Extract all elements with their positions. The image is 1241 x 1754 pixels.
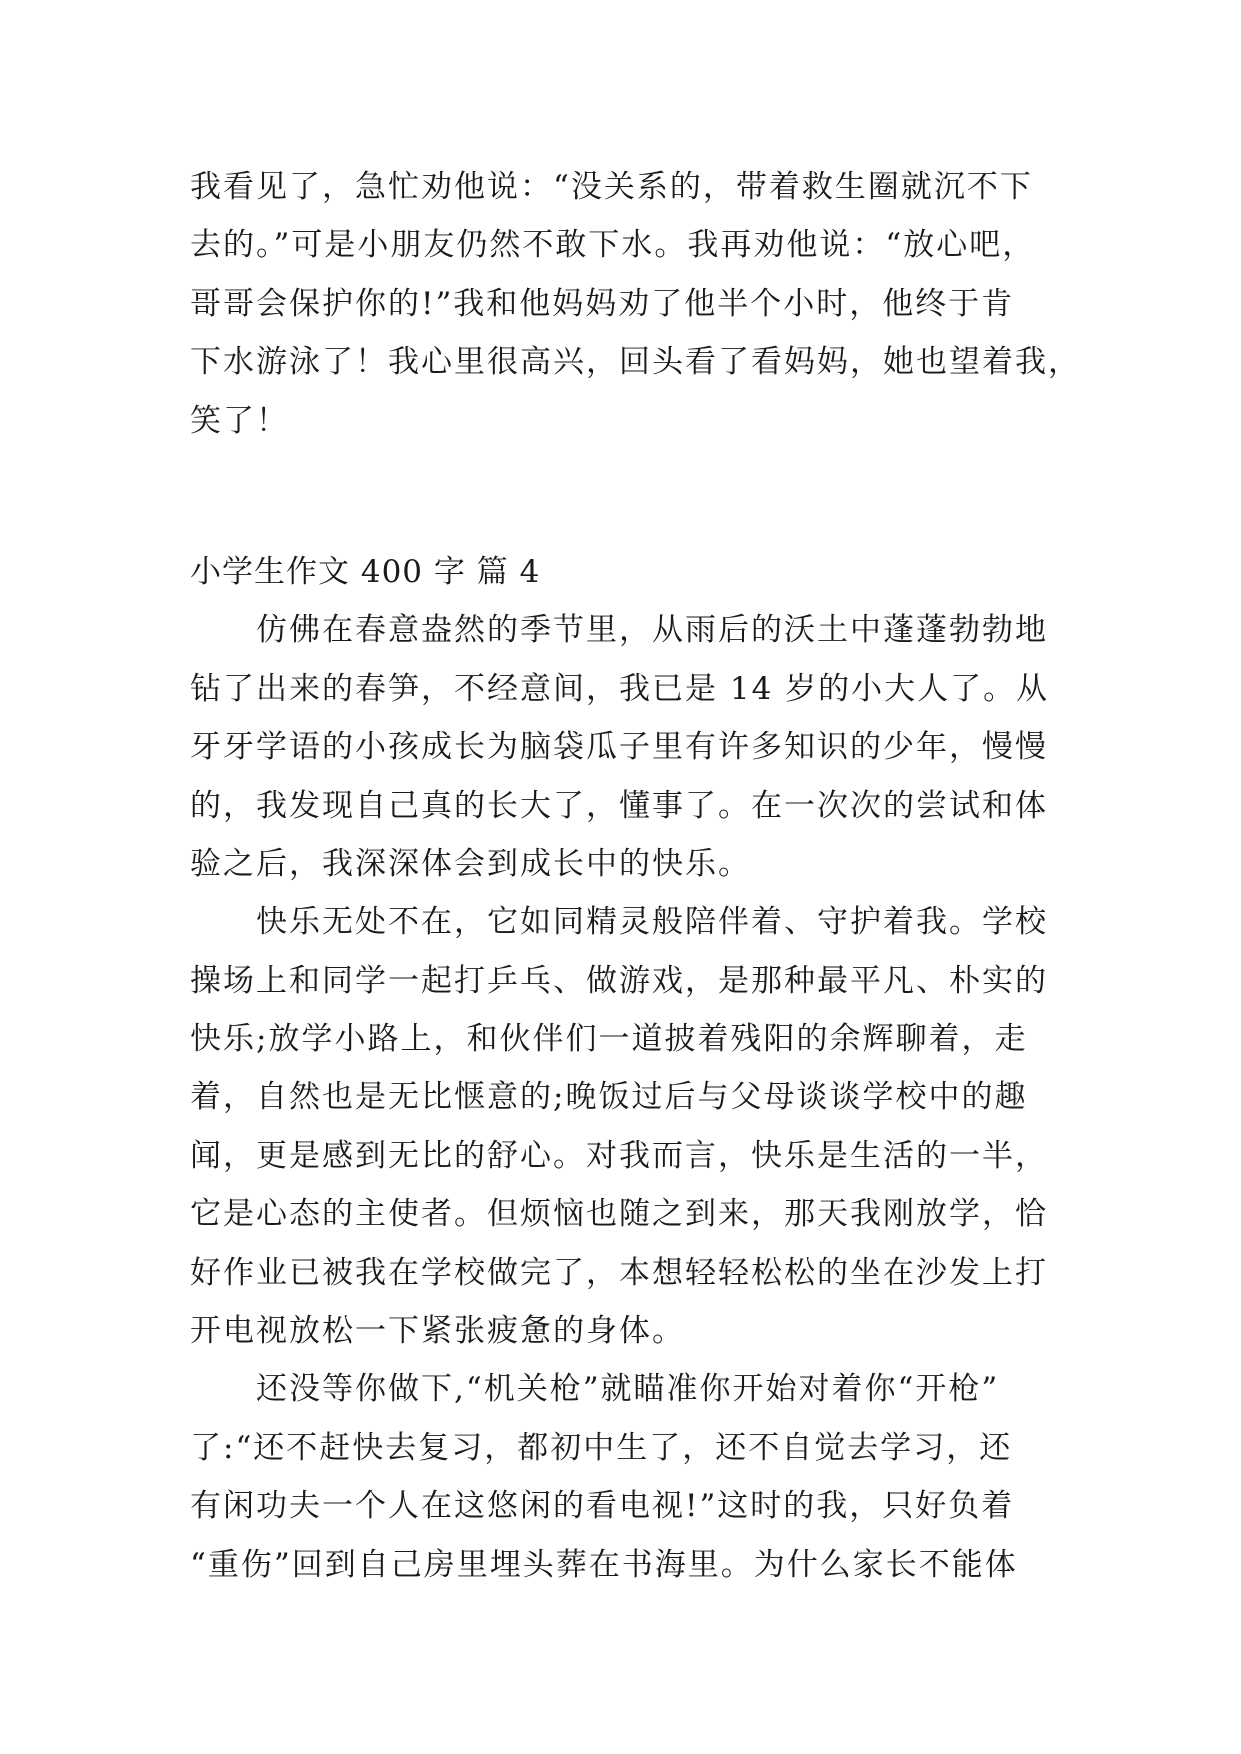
text-line: 快乐;放学小路上，和伙伴们一道披着残阳的余辉聊着，走 [190, 1021, 1028, 1058]
text-line: 了:“还不赶快去复习，都初中生了，还不自觉去学习，还 [190, 1429, 1013, 1466]
text-line: 还没等你做下,“机关枪”就瞄准你开始对着你“开枪” [190, 1371, 1000, 1408]
text-line: 它是心态的主使者。但烦恼也随之到来，那天我刚放学，恰 [190, 1196, 1048, 1233]
text-line: 有闲功夫一个人在这悠闲的看电视!”这时的我，只好负着 [190, 1488, 1015, 1525]
continuation-paragraph [190, 158, 1081, 450]
text-line: 牙牙学语的小孩成长为脑袋瓜子里有许多知识的少年，慢慢 [190, 729, 1048, 766]
text-line: 去的。”可是小朋友仍然不敢下水。我再劝他说：“放心吧， [190, 227, 1036, 264]
section-4-body [190, 601, 1060, 1594]
text-line: 闻，更是感到无比的舒心。对我而言，快乐是生活的一半， [190, 1137, 1048, 1174]
text-line: 我看见了，急忙劝他说：“没关系的，带着救生圈就沉不下 [190, 169, 1033, 205]
text-line: 钻了出来的春笋，不经意间，我已是 14 岁的小大人了。从 [190, 670, 1050, 707]
section-spacer [190, 450, 1060, 543]
text-line: 验之后，我深深体会到成长中的快乐。 [190, 845, 751, 882]
text-line: 哥哥会保护你的!”我和他妈妈劝了他半个小时，他终于肯 [190, 285, 1015, 322]
text-line: 下水游泳了！我心里很高兴，回头看了看妈妈，她也望着我， [190, 344, 1081, 381]
text-line: 好作业已被我在学校做完了，本想轻轻松松的坐在沙发上打 [190, 1254, 1048, 1291]
text-line: 操场上和同学一起打乒乓、做游戏，是那种最平凡、朴实的 [190, 962, 1048, 999]
text-line: 的，我发现自己真的长大了，懂事了。在一次次的尝试和体 [190, 787, 1048, 824]
text-line: 着，自然也是无比惬意的;晚饭过后与父母谈谈学校中的趣 [190, 1079, 1028, 1116]
document-page [190, 158, 1081, 1594]
section-heading: 小学生作文 400 字 篇 4 [190, 553, 541, 590]
text-line: “重伤”回到自己房里埋头葬在书海里。为什么家长不能体 [190, 1546, 1018, 1583]
text-line: 笑了！ [190, 402, 289, 439]
text-line: 仿佛在春意盎然的季节里，从雨后的沃土中蓬蓬勃勃地 [190, 612, 1048, 649]
text-line: 快乐无处不在，它如同精灵般陪伴着、守护着我。学校 [190, 904, 1048, 941]
text-line: 开电视放松一下紧张疲惫的身体。 [190, 1313, 685, 1350]
